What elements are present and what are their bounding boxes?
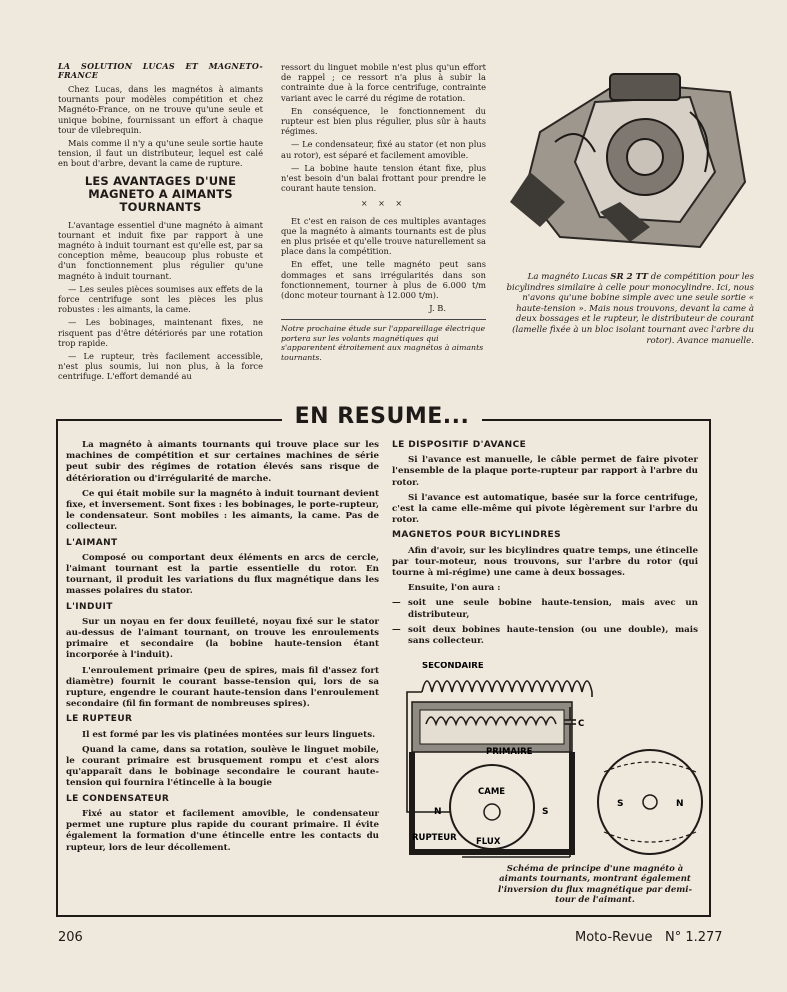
summary-column-right	[392, 440, 698, 651]
paragraph: Mais comme il n'y a qu'une seule sortie haute tension, il faut un distributeur, lequel est calé en bout d'arbre, devant la came de rupture.	[58, 138, 263, 169]
list-item: — soit une seule bobine haute-tension, mais avec un distributeur,	[392, 598, 698, 620]
caption-end: Avance manuelle.	[677, 335, 754, 346]
caption-model: SR 2 TT	[610, 272, 649, 282]
paragraph: Quand la came, dans sa rotation, soulève le linguet mobile, le courant primaire est brusquement rompu et c'est alors qu'apparaît dans le bobinage secondaire le courant haute-tension qui fournira l'étincelle à la bougie	[66, 744, 379, 789]
paragraph: Sur un noyau en fer doux feuilleté, noyau fixé sur le stator au-dessus de l'aimant tournant, on trouve les enroulements primaire et secondaire (la bobine haute-tension étant incorporée à l'induit).	[66, 616, 379, 661]
paragraph: Afin d'avoir, sur les bicylindres quatre temps, une étincelle par tour-moteur, nous trouvons, sur l'arbre du rotor (qui tourne à mi-régime) une came à deux bossages.	[392, 545, 698, 579]
article-column-2	[281, 62, 486, 362]
label-secondaire: SECONDAIRE	[422, 662, 484, 671]
paragraph: Composé ou comportant deux éléments en arcs de cercle, l'aimant tournant est la partie essentielle du rotor. En tournant, il produit les variations du flux magnétique dans les masses polaires du stator.	[66, 552, 379, 597]
paragraph: — Le condensateur, fixé au stator (et non plus au rotor), est séparé et facilement amovible.	[281, 139, 486, 160]
author-signature: J. B.	[429, 303, 446, 314]
label-came: CAME	[478, 787, 506, 797]
issue-number: N° 1.277	[665, 930, 723, 945]
magneto-schematic	[392, 662, 704, 867]
paragraph: Il est formé par les vis platinées montées sur leurs linguets.	[82, 729, 376, 740]
label-rupteur: RUPTEUR	[412, 833, 457, 843]
flux-diagram-circle	[598, 750, 702, 854]
paragraph: Si l'avance est automatique, basée sur la force centrifuge, c'est la came elle-même qui pivote légèrement sur l'arbre du rotor.	[392, 492, 698, 526]
paragraph: En effet, une telle magnéto peut sans dommages et sans irrégularités dans son fonctionnement, tourner à plus de 6.000 t/m (donc moteur tournant à 12.000 t/m).	[281, 259, 486, 301]
subheading-condensateur: LE CONDENSATEUR	[66, 793, 170, 804]
list-item: — soit deux bobines haute-tension (ou une double), mais sans collecteur.	[392, 625, 698, 647]
magneto-photo	[500, 62, 760, 262]
section-kicker: LA SOLUTION LUCAS ET MAGNETO-FRANCE	[58, 61, 263, 80]
paragraph: — Les bobinages, maintenant fixes, ne risquent pas d'être détériorés par une rotation trop rapide.	[58, 317, 263, 348]
page-number: 206	[58, 930, 83, 945]
paragraph: Et c'est en raison de ces multiples avantages que la magnéto à aimants tournants est de plus en plus prisée et qu'elle trouve naturellement sa place dans la compétition.	[281, 215, 486, 257]
subheading-induit: L'INDUIT	[66, 601, 113, 612]
section-separator: × × ×	[360, 199, 407, 209]
caption-body: de compétition pour les bicylindres similaire à celle pour monocylindre. Ici, nous n'avons qu'une bobine simple avec une seule sortie « haute-tension ». Mais nous trouvons, devant la came à deux bossages et le rupteur, le distributeur de courant (lamelle fixée à un bloc isolant tournant avec l'arbre du rotor).	[506, 272, 754, 346]
paragraph: L'avantage essentiel d'une magnéto à aimant tournant et induit fixe par rapport à une magnéto à induit tournant est qu'elle est, par sa conception même, beaucoup plus robuste et d'un fonctionnement plus régulier qu'une magnéto à induit tournant.	[58, 219, 263, 281]
diagram-caption: Schéma de principe d'une magnéto à aimants tournants, montrant également l'inversion du flux magnétique par demi-tour de l'aimant.	[497, 864, 693, 906]
label-c: C	[578, 719, 585, 729]
paragraph: Ensuite, l'on aura :	[408, 583, 501, 594]
paragraph: — Le rupteur, très facilement accessible, n'est plus soumis, lui non plus, à la force centrifuge. L'effort demandé au	[58, 351, 263, 382]
subheading-avance: LE DISPOSITIF D'AVANCE	[392, 440, 527, 450]
label-s: S	[542, 807, 549, 817]
label-right-n: N	[676, 799, 684, 809]
paragraph: L'enroulement primaire (peu de spires, mais fil d'assez fort diamètre) fournit le courant basse-tension qui, lors de sa rupture, engendre le courant haute-tension dans l'enroulement secondaire (fil fin formant de nombreuses spires).	[66, 665, 379, 710]
article-column-1	[58, 62, 263, 385]
caption-lead: La magnéto Lucas	[527, 272, 611, 282]
paragraph: — Les seules pièces soumises aux effets de la force centrifuge sont les pièces les plus robustes : les aimants, la came.	[58, 283, 263, 315]
paragraph: Ce qui était mobile sur la magnéto à induit tournant devient fixe, et inversement. Sont fixes : les bobinages, le porte-rupteur, le condensateur. Sont mobiles : les aimants, la came. Pas de collecteur.	[66, 488, 379, 533]
paragraph: Si l'avance est manuelle, le câble permet de faire pivoter l'ensemble de la plaque porte-rupteur par rapport à l'arbre du rotor.	[392, 455, 698, 488]
subheading-aimant: L'AIMANT	[66, 537, 118, 548]
paragraph: La magnéto à aimants tournants qui trouve place sur les machines de compétition et sur certaines machines de série peut subir des régimes de rotation élevés sans risque de détérioration ou d'irrégularité de marche.	[66, 440, 379, 484]
magazine-name: Moto-Revue	[575, 930, 653, 945]
label-right-s: S	[617, 799, 624, 809]
paragraph: Fixé au stator et facilement amovible, le condensateur permet une rupture plus rapide du courant primaire. Il évite également la formation d'une étincelle entre les contacts du rupteur, lors de leur décollement.	[66, 808, 379, 853]
photo-caption	[502, 272, 754, 346]
subheading-bicylindres: MAGNETOS POUR BICYLINDRES	[392, 530, 561, 541]
summary-title: EN RESUME...	[282, 403, 482, 431]
label-flux: FLUX	[476, 837, 501, 847]
article-heading: LES AVANTAGES D'UNE MAGNETO A AIMANTS TOURNANTS	[84, 173, 237, 214]
subheading-rupteur: LE RUPTEUR	[66, 714, 133, 725]
paragraph: En conséquence, le fonctionnement du rupteur est bien plus régulier, plus sûr à hauts régimes.	[281, 105, 486, 137]
label-primaire: PRIMAIRE	[486, 747, 533, 757]
paragraph: ressort du linguet mobile n'est plus qu'un effort de rappel ; ce ressort n'a plus à subir la contrainte due à la force centrifuge, contrainte variant avec le carré du régime de rotation.	[281, 62, 486, 103]
label-n: N	[434, 807, 442, 817]
summary-column-left	[66, 440, 379, 858]
paragraph: Chez Lucas, dans les magnétos à aimants tournants pour modèles compétition et chez Magnéto-France, on ne trouve qu'une seule et unique bobine, fournissant un effort à chaque tour de vilebrequin.	[58, 84, 263, 135]
paragraph: — La bobine haute tension étant fixe, plus n'est besoin d'un balai frottant pour prendre le courant haute tension.	[281, 162, 486, 194]
next-issue-note: Notre prochaine étude sur l'appareillage électrique portera sur les volants magnétiques qui s'apparentent étroitement aux magnétos à aimants tournants.	[281, 319, 486, 362]
